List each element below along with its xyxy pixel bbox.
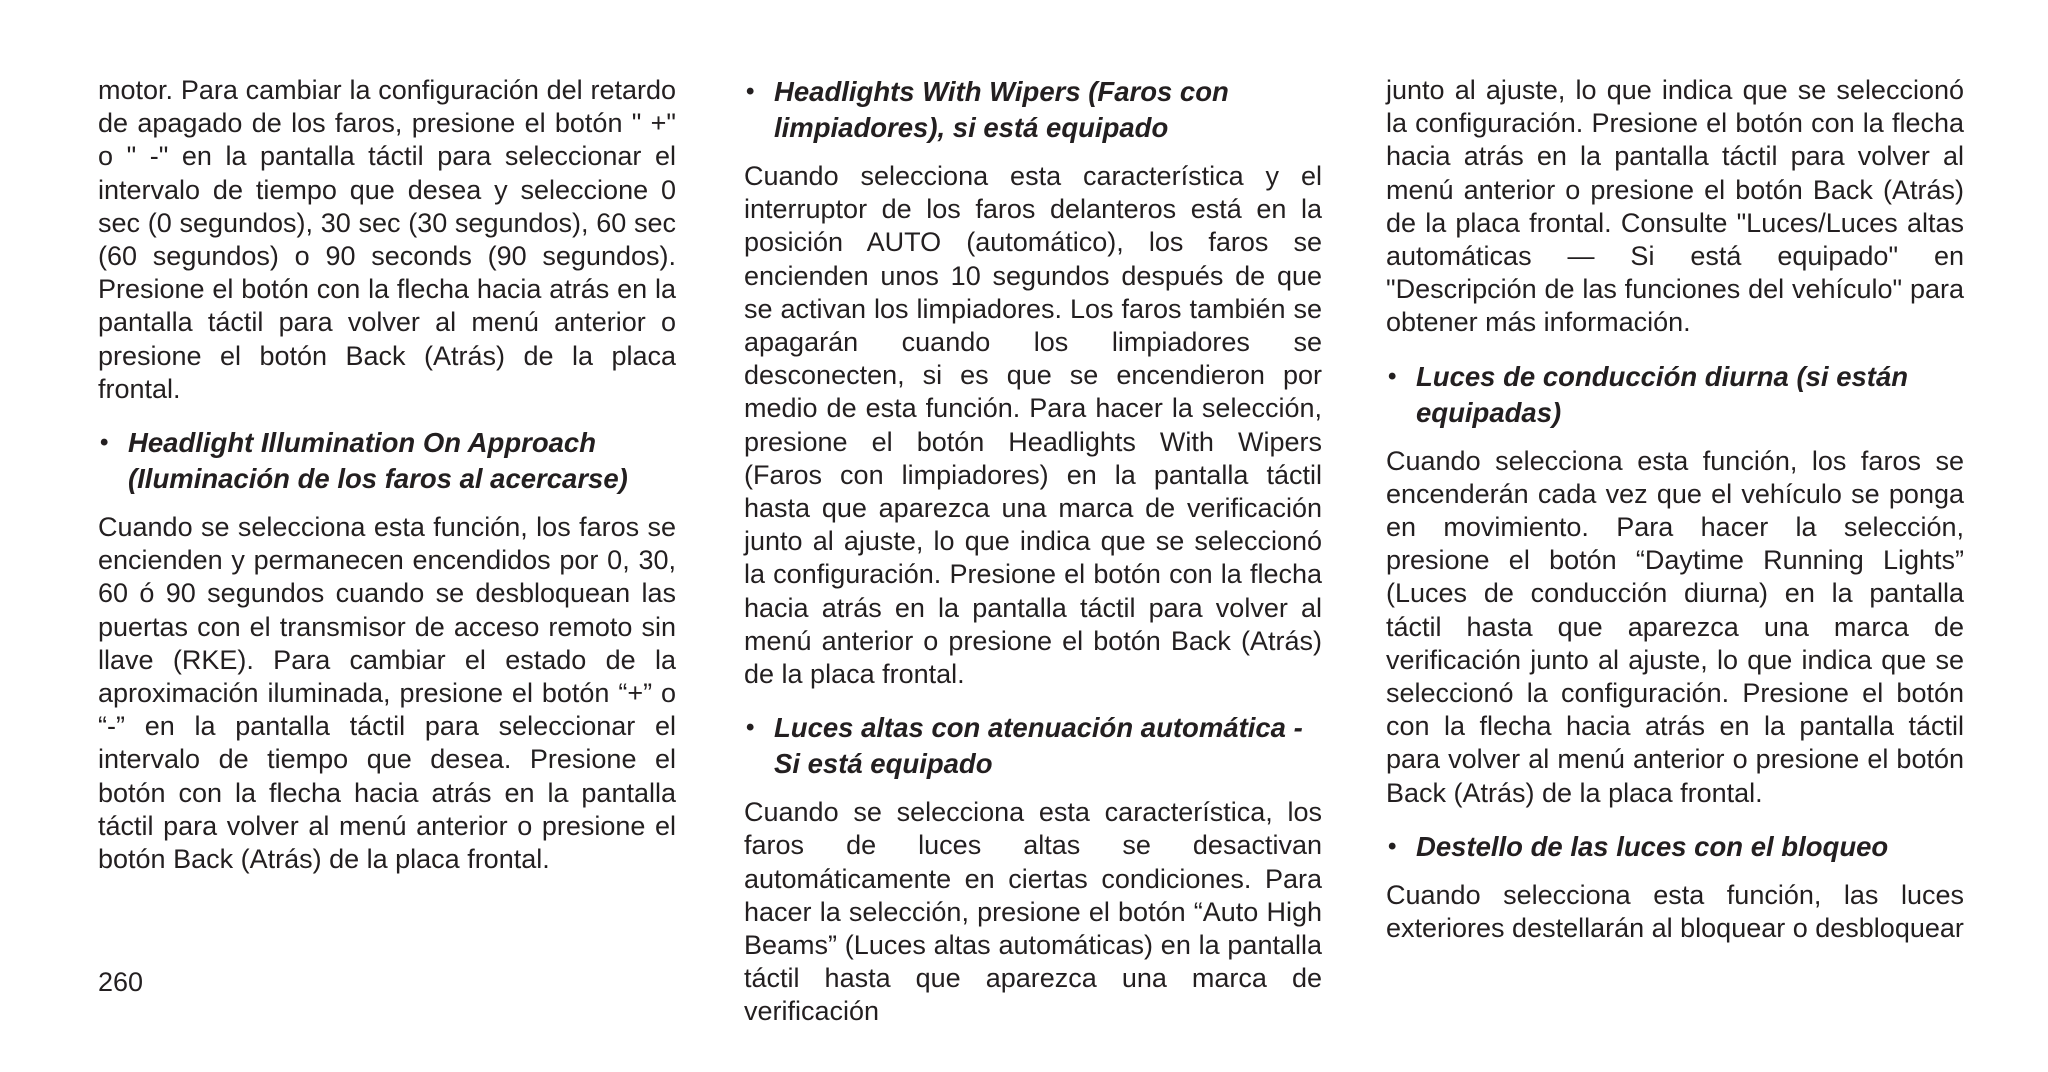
column-1	[98, 74, 676, 876]
column-3	[1386, 74, 1964, 945]
bullet-icon: •	[1388, 362, 1397, 390]
paragraph-illumination-on-approach: Cuando se selecciona esta función, los faros se encienden y permanecen encendidos por 0, 30, 60 ó 90 segundos cuando se desbloquean las puertas con el transmisor de acceso remoto sin llave (RKE). Para cambiar el estado de la aproximación iluminada, presione el botón “+” o “-” en la pantalla táctil para seleccionar el intervalo de tiempo que desea. Presione el botón con la flecha hacia atrás en la pantalla táctil para volver al menú anterior o presione el botón Back (Atrás) de la placa frontal.	[98, 512, 676, 875]
paragraph-daytime-running-lights: Cuando selecciona esta función, los faros se encenderán cada vez que el vehículo se ponga en movimiento. Para hacer la selección, presione el botón “Daytime Running Lights” (Luces de conducción diurna) en la pantalla táctil hasta que aparezca una marca de verificación junto al ajuste, lo que indica que se seleccionó la configuración. Presione el botón con la flecha hacia atrás en la pantalla táctil para volver al menú anterior o presione el botón Back (Atrás) de la placa frontal.	[1386, 445, 1964, 808]
heading-text: Luces altas con atenuación automática - Si está equipado	[774, 712, 1303, 780]
heading-text: Luces de conducción diurna (si están equipadas)	[1416, 360, 1909, 428]
bullet-icon: •	[746, 78, 755, 105]
bullet-icon: •	[746, 714, 755, 742]
paragraph-headlight-off-delay-continued: motor. Para cambiar la configuración del retardo de apagado de los faros, presione el botón " +" o " -" en la pantalla táctil para seleccionar el intervalo de tiempo que desea y seleccione 0 sec (0 segundos), 30 sec (30 segundos), 60 sec (60 segundos) o 90 seconds (90 segundos). Presione el botón con la flecha hacia atrás en la pantalla táctil para volver al menú anterior o presione el botón Back (Atrás) de la placa frontal.	[98, 75, 676, 404]
paragraph-auto-high-beams-continued: junto al ajuste, lo que indica que se seleccionó la configuración. Presione el botón con la flecha hacia atrás en la pantalla táctil para volver al menú anterior o presione el botón Back (Atrás) de la placa frontal. Consulte "Luces/Luces altas automáticas — Si está equipado" en "Descripción de las funciones del vehículo" para obtener más información.	[1386, 75, 1964, 338]
page-number: 260	[98, 967, 144, 997]
heading-text: Destello de las luces con el bloqueo	[1416, 830, 1889, 862]
bullet-icon: •	[1388, 832, 1397, 860]
heading-auto-high-beams	[744, 710, 1322, 782]
paragraph-flash-lights-with-lock: Cuando selecciona esta función, las luces exteriores destellarán al bloquear o desbloquear	[1386, 879, 1964, 944]
bullet-icon: •	[100, 429, 109, 457]
heading-text: Headlight Illumination On Approach (Iluminación de los faros al acercarse)	[128, 427, 628, 495]
heading-headlight-illumination-on-approach	[98, 425, 676, 497]
heading-headlights-with-wipers	[744, 74, 1322, 146]
column-2	[744, 74, 1322, 1029]
heading-daytime-running-lights	[1386, 359, 1964, 431]
paragraph-headlights-with-wipers: Cuando selecciona esta característica y el interruptor de los faros delanteros está en la posición AUTO (automático), los faros se encienden unos 10 segundos después de que se activan los limpiadores. Los faros también se apagarán cuando los limpiadores se desconecten, si es que se encendieron por medio de esta función. Para hacer la selección, presione el botón Headlights With Wipers (Faros con limpiadores) en la pantalla táctil hasta que aparezca una marca de verificación junto al ajuste, lo que indica que se seleccionó la configuración. Presione el botón con la flecha hacia atrás en la pantalla táctil para volver al menú anterior o presione el botón Back (Atrás) de la placa frontal.	[744, 161, 1322, 690]
heading-text: Headlights With Wipers (Faros con limpiadores), si está equipado	[774, 76, 1229, 143]
heading-flash-lights-with-lock	[1386, 829, 1964, 865]
paragraph-auto-high-beams: Cuando se selecciona esta característica, los faros de luces altas se desactivan automáticamente en ciertas condiciones. Para hacer la selección, presione el botón “Auto High Beams” (Luces altas automáticas) en la pantalla táctil hasta que aparezca una marca de verificación	[744, 797, 1322, 1027]
